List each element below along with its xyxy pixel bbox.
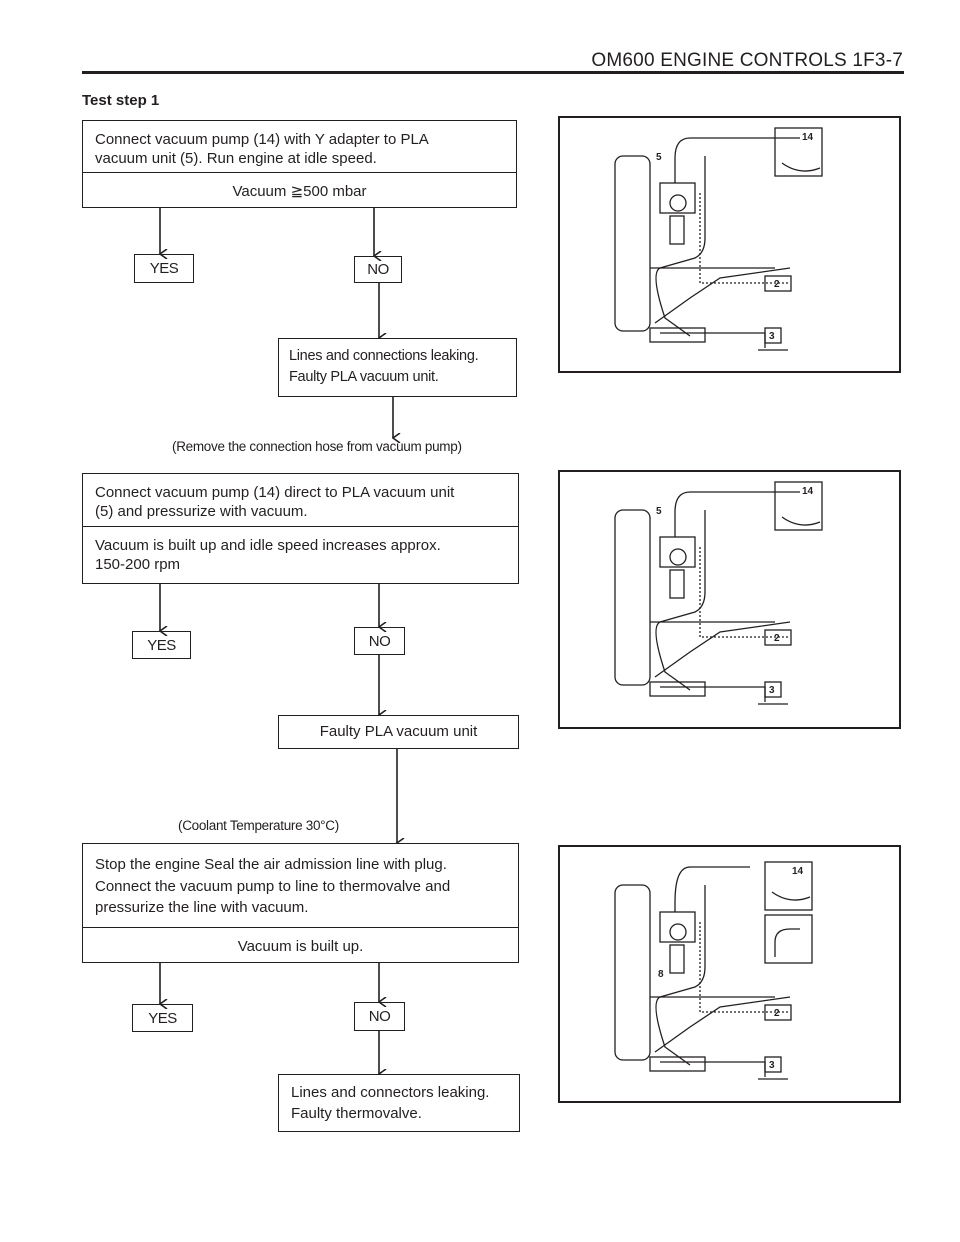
- label-pump: 14: [802, 486, 814, 497]
- radiator: [615, 510, 650, 685]
- label-pump: 14: [802, 132, 814, 143]
- text-line: Faulty thermovalve.: [291, 1105, 422, 1122]
- label-unit: 5: [656, 152, 662, 163]
- text-line: Connect vacuum pump (14) direct to PLA vacuum unit: [95, 484, 455, 501]
- text-line: Faulty PLA vacuum unit.: [289, 369, 439, 385]
- step2-box: [82, 473, 519, 584]
- plug: [765, 915, 812, 963]
- step2-yes-box: YES: [132, 631, 191, 659]
- vacuum-unit: [660, 537, 695, 567]
- step3-box: [82, 843, 519, 963]
- step2-check: [83, 526, 518, 583]
- label-2: 2: [774, 633, 780, 644]
- label-3: 3: [769, 1060, 775, 1071]
- engine-schematic: [560, 847, 899, 1101]
- vacuum-system-diagram-1: [558, 116, 901, 373]
- step1-instruction: [83, 130, 516, 168]
- vacuum-pump-14: [775, 482, 822, 530]
- text-line: vacuum unit (5). Run engine at idle speed.: [95, 150, 377, 167]
- label-pump: 14: [792, 866, 804, 877]
- radiator: [615, 885, 650, 1060]
- step3-instruction: [83, 854, 518, 919]
- step3-no-box: NO: [354, 1002, 405, 1031]
- step1-next-note: (Remove the connection hose from vacuum pump): [172, 439, 462, 454]
- step1-box: [82, 120, 517, 208]
- radiator: [615, 156, 650, 331]
- engine-schematic: [560, 118, 899, 372]
- step1-no-result-box: [278, 338, 517, 397]
- text-line: Lines and connections leaking.: [289, 348, 479, 364]
- step1-no-box: NO: [354, 256, 402, 283]
- label-unit: 5: [656, 506, 662, 517]
- test-step-title: Test step 1: [82, 92, 160, 109]
- step2-no-result-box: Faulty PLA vacuum unit: [278, 715, 519, 749]
- vacuum-unit: [660, 183, 695, 213]
- text-line: Lines and connectors leaking.: [291, 1084, 490, 1101]
- label-2: 2: [774, 279, 780, 290]
- vacuum-system-diagram-3: [558, 845, 901, 1103]
- vacuum-unit: [660, 912, 695, 942]
- label-3: 3: [769, 331, 775, 342]
- text-line: Stop the engine Seal the air admission line with plug.: [95, 856, 447, 873]
- label-unit: 8: [658, 969, 664, 980]
- step3-no-result-box: [278, 1074, 520, 1132]
- step1-yes-box: YES: [134, 254, 194, 283]
- page-header: OM600 ENGINE CONTROLS 1F3-7: [591, 50, 903, 71]
- step2-next-note: (Coolant Temperature 30°C): [178, 818, 339, 833]
- vacuum-system-diagram-2: [558, 470, 901, 729]
- step3-yes-box: YES: [132, 1004, 193, 1032]
- vacuum-pump-14: [765, 862, 812, 910]
- text-line: 150-200 rpm: [95, 556, 181, 573]
- step2-instruction: [83, 483, 518, 521]
- text-line: pressurize the line with vacuum.: [95, 899, 309, 916]
- step3-check: Vacuum is built up.: [83, 927, 518, 962]
- label-2: 2: [774, 1008, 780, 1019]
- text-line: (5) and pressurize with vacuum.: [95, 503, 308, 520]
- engine-schematic: [560, 472, 899, 726]
- vacuum-pump-14: [775, 128, 822, 176]
- text-line: Vacuum is built up and idle speed increases approx.: [95, 537, 441, 554]
- text-line: Connect the vacuum pump to line to thermovalve and: [95, 877, 451, 895]
- text-line: Connect vacuum pump (14) with Y adapter to PLA: [95, 131, 429, 148]
- step2-no-box: NO: [354, 627, 405, 655]
- label-3: 3: [769, 685, 775, 696]
- step1-check: Vacuum ≧500 mbar: [83, 172, 516, 207]
